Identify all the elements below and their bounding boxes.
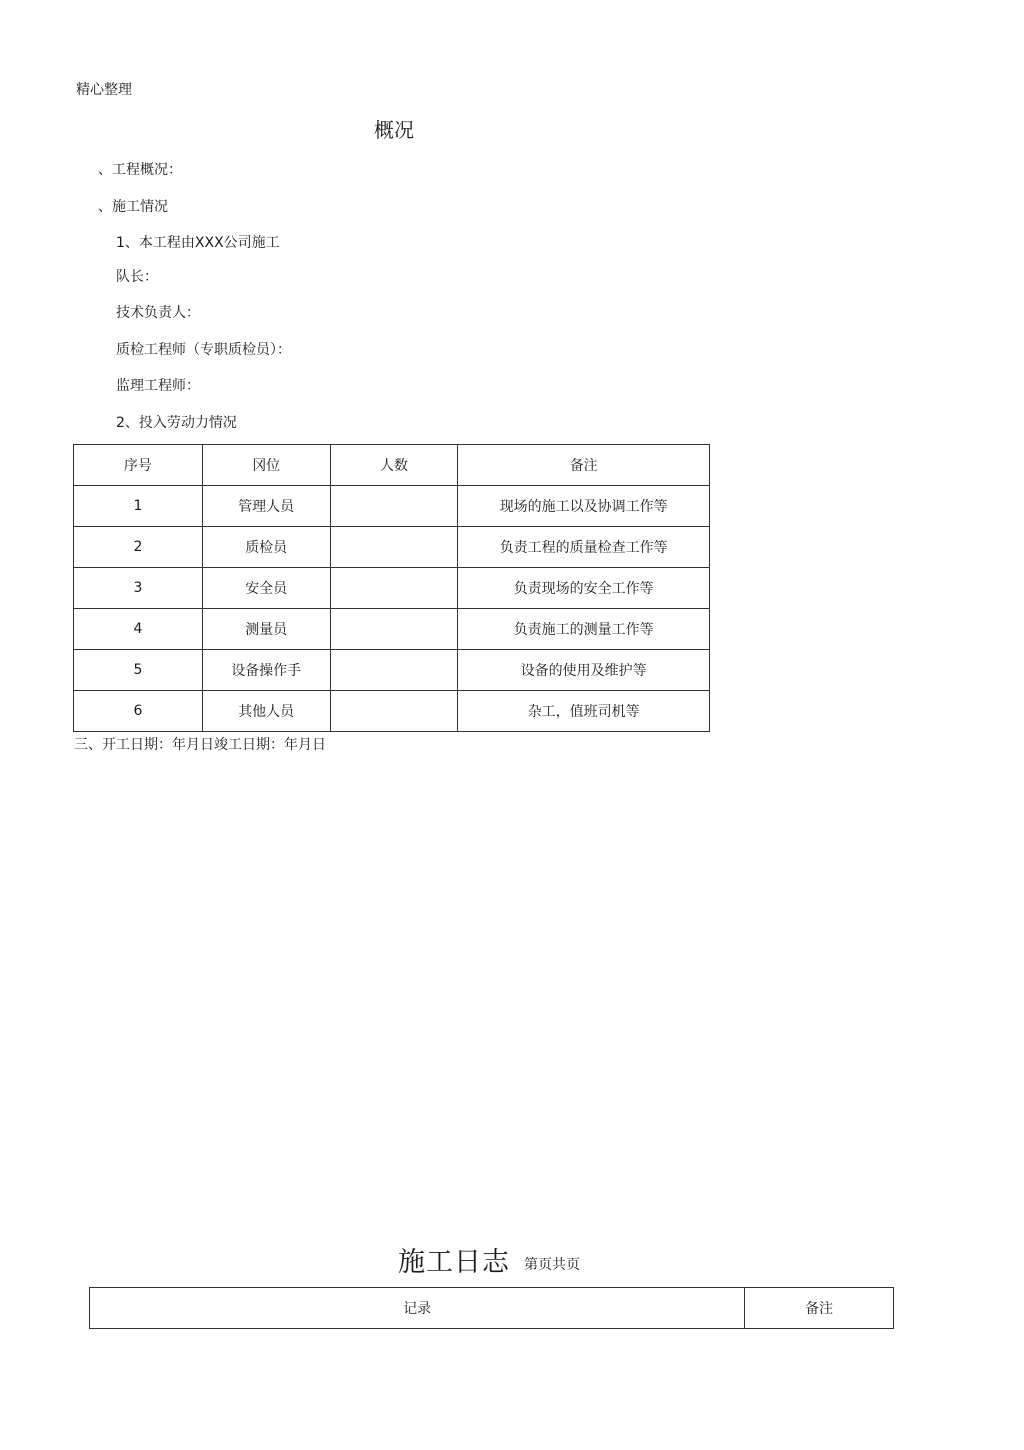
header-post: 冈位 [202, 445, 330, 486]
item-labor: 2、投入劳动力情况 [116, 415, 237, 431]
log-page-info: 第页共页 [524, 1257, 580, 1273]
cell-remark: 负责施工的测量工作等 [458, 609, 710, 650]
header-no: 序号 [74, 445, 203, 486]
cell-remark: 现场的施工以及协调工作等 [458, 486, 710, 527]
cell-count [330, 486, 458, 527]
cell-remark: 设备的使用及维护等 [458, 650, 710, 691]
header-count: 人数 [330, 445, 458, 486]
dates-line: 三、开工日期：年月日竣工日期：年月日 [74, 737, 326, 753]
cell-no: 3 [74, 568, 203, 609]
log-title: 施工日志 [398, 1247, 510, 1278]
section-project-overview: 、工程概况： [98, 162, 182, 178]
table-row [74, 691, 710, 732]
cell-remark: 负责工程的质量检查工作等 [458, 527, 710, 568]
cell-remark: 杂工，值班司机等 [458, 691, 710, 732]
cell-no: 1 [74, 486, 203, 527]
cell-count [330, 691, 458, 732]
labor-table [73, 444, 710, 732]
field-supervisor: 监理工程师： [116, 378, 200, 394]
section-construction-status: 、施工情况 [98, 199, 168, 215]
table-row [74, 609, 710, 650]
cell-no: 4 [74, 609, 203, 650]
overview-title: 概况 [374, 118, 414, 142]
cell-no: 6 [74, 691, 203, 732]
field-team-leader: 队长： [116, 269, 158, 285]
cell-count [330, 650, 458, 691]
cell-count [330, 527, 458, 568]
table-row [74, 568, 710, 609]
cell-no: 5 [74, 650, 203, 691]
field-qc-engineer: 质检工程师（专职质检员）： [116, 342, 291, 358]
header-remark: 备注 [458, 445, 710, 486]
field-technical-lead: 技术负责人： [116, 305, 200, 321]
cell-post: 质检员 [202, 527, 330, 568]
cell-post: 安全员 [202, 568, 330, 609]
cell-post: 管理人员 [202, 486, 330, 527]
cell-post: 其他人员 [202, 691, 330, 732]
cell-post: 设备操作手 [202, 650, 330, 691]
cell-remark: 负责现场的安全工作等 [458, 568, 710, 609]
table-row [74, 486, 710, 527]
header-record: 记录 [90, 1288, 745, 1329]
log-header-row [90, 1288, 894, 1329]
item-contractor: 1、本工程由XXX公司施工 [116, 235, 280, 251]
table-row [74, 527, 710, 568]
cell-post: 测量员 [202, 609, 330, 650]
cell-no: 2 [74, 527, 203, 568]
table-row [74, 650, 710, 691]
cell-count [330, 609, 458, 650]
header-note: 精心整理 [76, 82, 132, 98]
table-header-row [74, 445, 710, 486]
header-log-remark: 备注 [745, 1288, 894, 1329]
log-table [89, 1287, 894, 1329]
cell-count [330, 568, 458, 609]
